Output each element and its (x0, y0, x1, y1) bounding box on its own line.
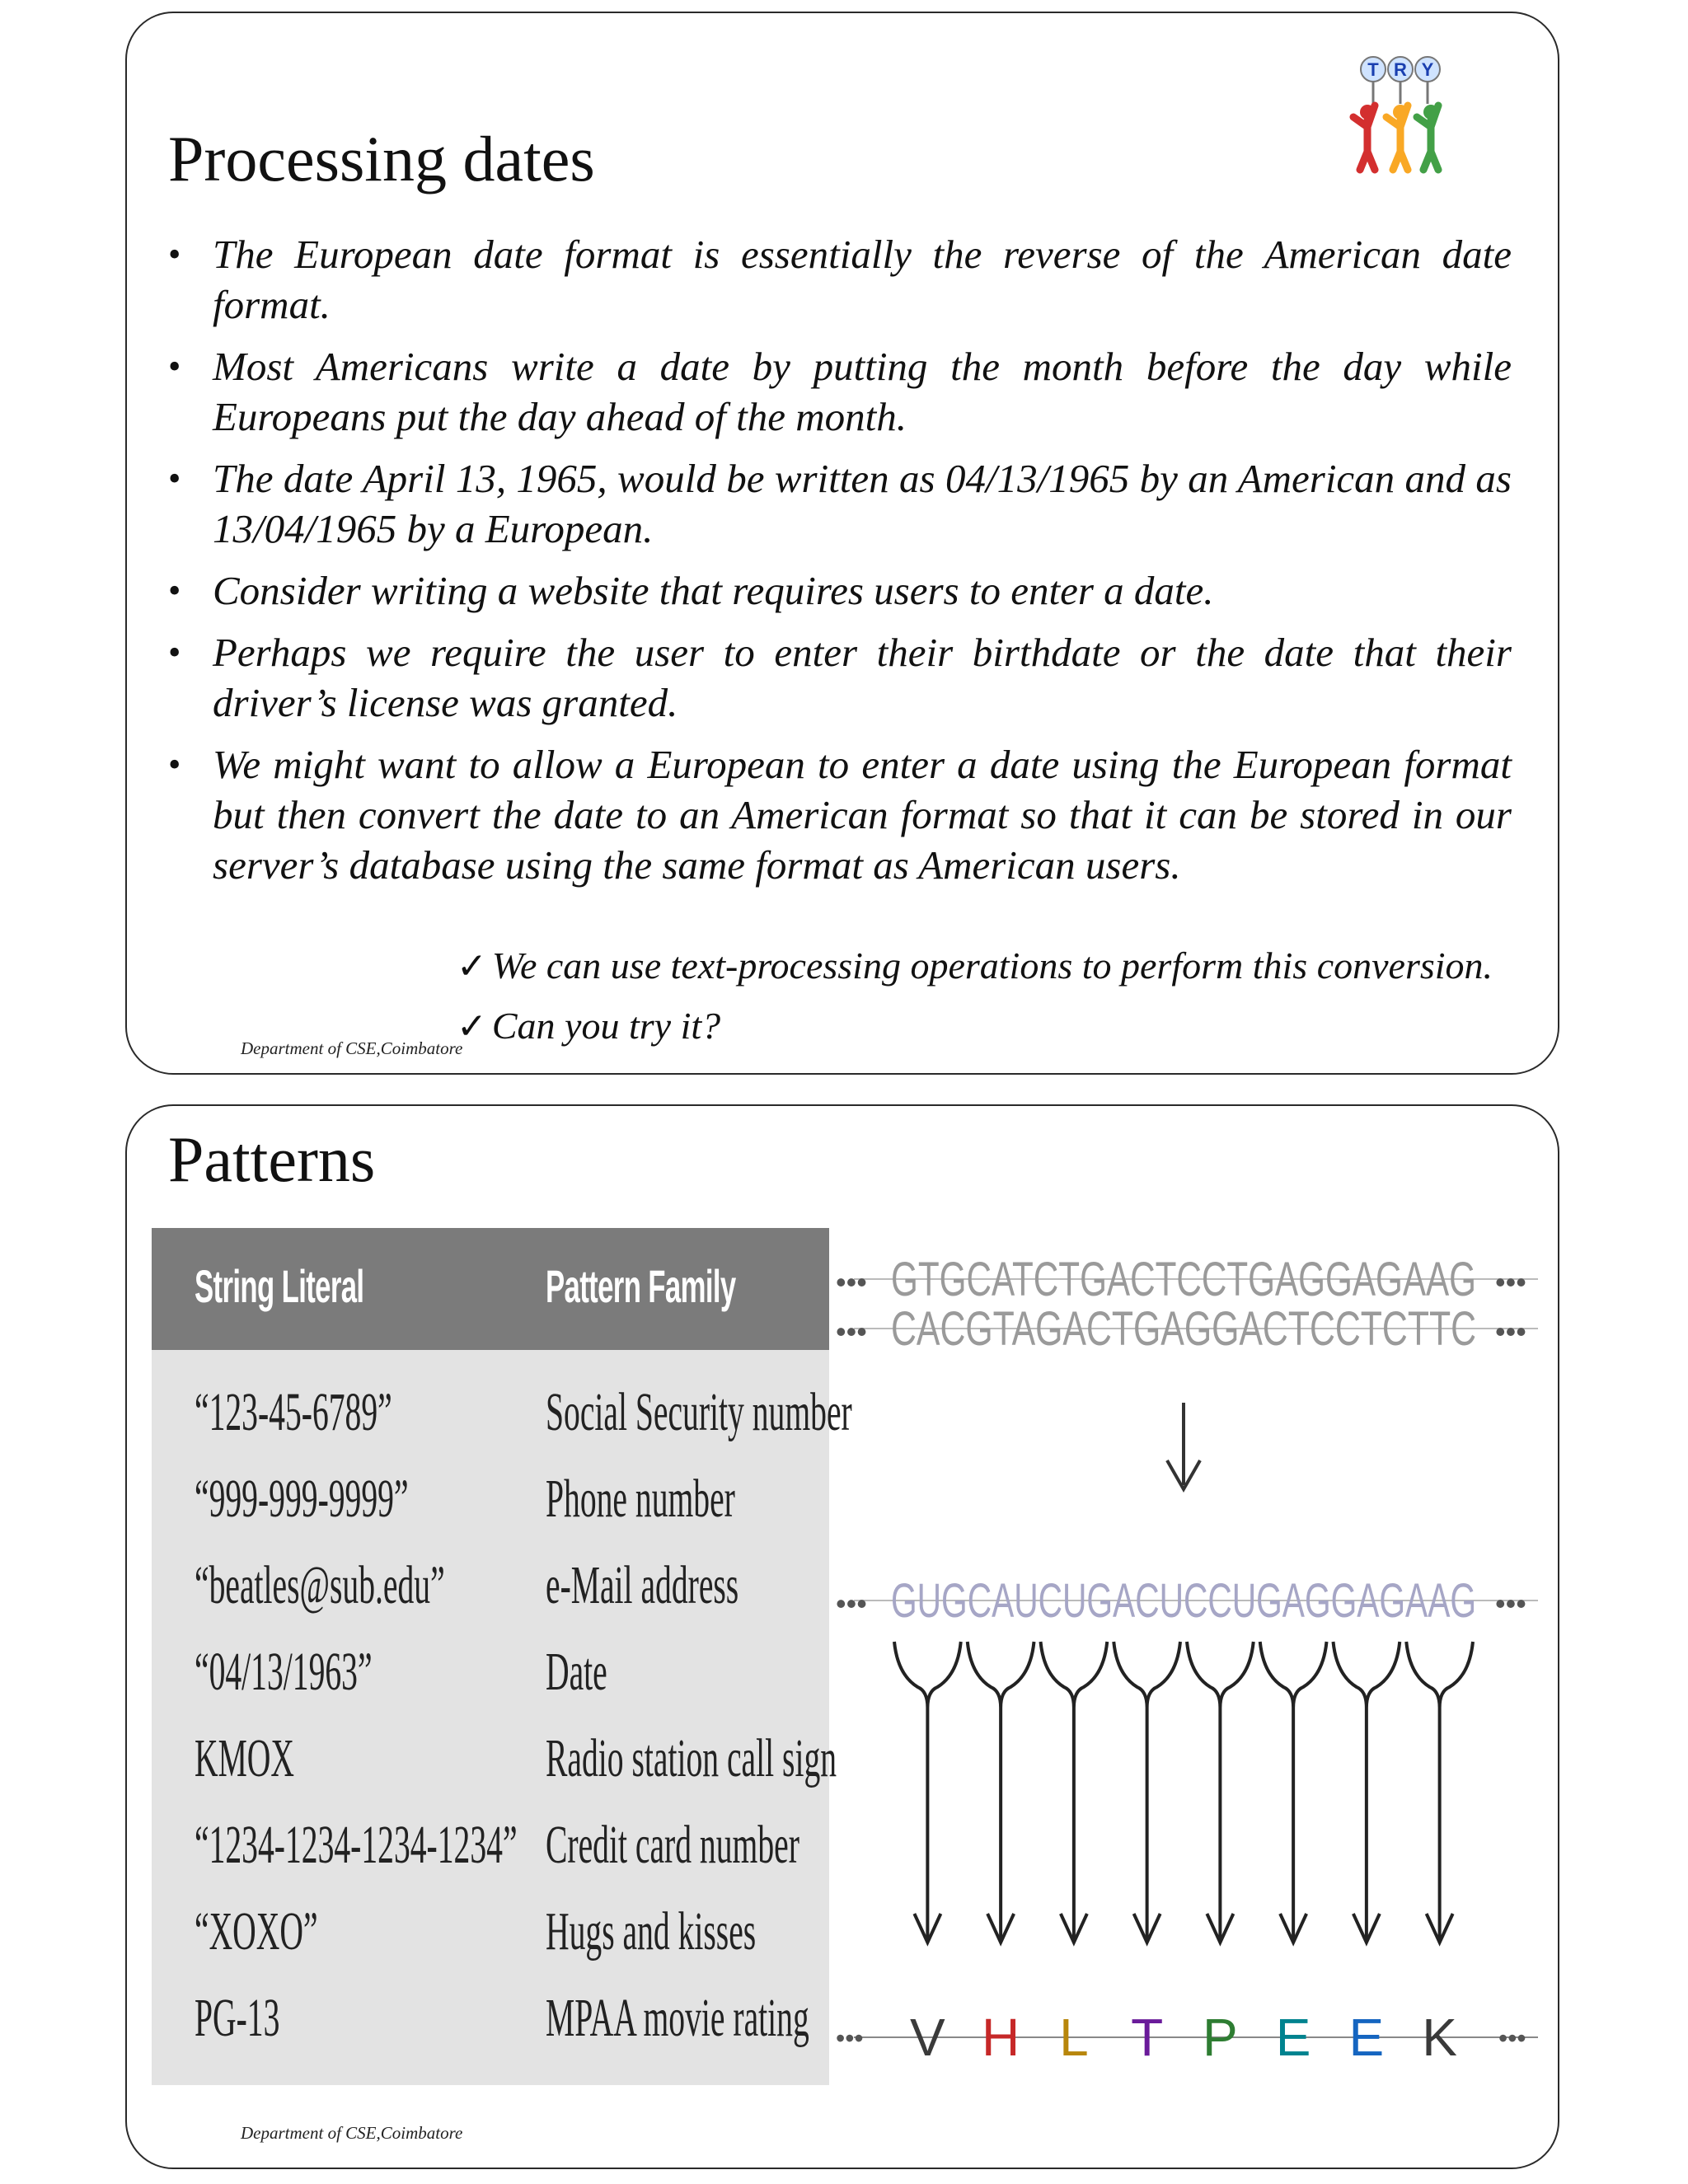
codon-brace (968, 1642, 1034, 1708)
codon-brace (1260, 1642, 1327, 1708)
table-cell-family: Phone number (546, 1469, 735, 1529)
bullet-item: • Consider writing a website that requires users to enter a date. (168, 565, 1512, 616)
table-row (152, 1460, 829, 1545)
logo-letter-y: Y (1421, 59, 1434, 80)
rna-left-dots: ••• (836, 1586, 867, 1620)
check-item-text: We can use text-processing operations to perform this conversion. (491, 944, 1493, 987)
table-row (152, 1546, 829, 1632)
protein-left-dots: ••• (836, 2023, 864, 2053)
slide-title: Patterns (168, 1123, 376, 1195)
check-item (457, 936, 1493, 996)
amino-acid-letter: T (1131, 2008, 1164, 2067)
table-cell-family: Social Security number (546, 1382, 852, 1442)
table-row (152, 1633, 829, 1718)
check-list (457, 936, 1493, 1057)
slide-processing-dates (125, 12, 1559, 1075)
table-cell-family: Credit card number (546, 1815, 799, 1875)
dna-strand-bottom: CACGTAGACTGAGGACTCCTCTTC (891, 1302, 1476, 1356)
try-people-logo-icon (1339, 46, 1462, 186)
bullet-item: • We might want to allow a European to enter a date using the European format but then convert the date to an American format so that it can be stored in our server’s database using the same format as American users. (168, 739, 1512, 890)
amino-acid-letter: E (1275, 2008, 1311, 2067)
amino-acid-letter: V (910, 2008, 945, 2067)
table-cell-literal: “04/13/1963” (195, 1642, 373, 1702)
table-cell-family: Hugs and kisses (546, 1901, 757, 1961)
check-icon: ✓ (457, 1005, 487, 1047)
amino-acid-letter: K (1422, 2008, 1457, 2067)
codon-brace (1041, 1642, 1108, 1708)
table-header (152, 1228, 829, 1350)
bullet-item: • The date April 13, 1965, would be written as 04/13/1965 by an American and as 13/04/1965 by a European. (168, 453, 1512, 554)
bullet-item: • The European date format is essentially the reverse of the American date format. (168, 229, 1512, 330)
table-header-pattern-family: Pattern Family (546, 1260, 736, 1312)
amino-acid-letter: L (1059, 2008, 1089, 2067)
table-cell-literal: PG-13 (195, 1988, 280, 2048)
rna-right-dots: ••• (1495, 1586, 1526, 1620)
dna-translation-diagram (829, 1213, 1554, 2103)
table-row (152, 1892, 829, 1978)
codon-brace (1114, 1642, 1180, 1708)
amino-acid-letter: P (1203, 2008, 1238, 2067)
slide-patterns (125, 1104, 1559, 2169)
check-item-text: Can you try it? (491, 1005, 721, 1047)
table-row (152, 1373, 852, 1459)
codon-brace (894, 1642, 961, 1708)
strand1-left-dots: ••• (836, 1265, 867, 1299)
strand2-left-dots: ••• (836, 1315, 867, 1348)
strand1-right-dots: ••• (1495, 1265, 1526, 1299)
table-cell-literal: “beatles@sub.edu” (195, 1555, 445, 1615)
table-cell-family: Date (546, 1642, 607, 1702)
table-cell-literal: “XOXO” (195, 1901, 318, 1961)
amino-acid-letter: H (982, 2008, 1020, 2067)
down-arrow-icon (1167, 1403, 1200, 1489)
table-cell-literal: KMOX (195, 1728, 295, 1788)
codon-arrows (894, 1642, 1473, 1943)
slide-footer: Department of CSE,Coimbatore (241, 2123, 463, 2143)
table-cell-literal: “999-999-9999” (195, 1469, 409, 1529)
table-cell-family: MPAA movie rating (546, 1988, 809, 2048)
strand2-right-dots: ••• (1495, 1315, 1526, 1348)
table-row (152, 1806, 829, 1891)
slide-title: Processing dates (168, 123, 595, 194)
bullet-item: • Most Americans write a date by putting the month before the day while Europeans put the day ahead of the month. (168, 341, 1512, 442)
pattern-table (152, 1228, 852, 2085)
codon-brace (1187, 1642, 1254, 1708)
rna-strand: GUGCAUCUGACUCCUGAGGAGAAG (891, 1574, 1476, 1628)
amino-acid-letter: E (1348, 2008, 1385, 2067)
check-icon: ✓ (457, 945, 487, 987)
table-cell-family: Radio station call sign (546, 1728, 837, 1788)
table-header-string-literal: String Literal (195, 1260, 364, 1312)
protein-right-dots: ••• (1498, 2023, 1526, 2053)
table-cell-literal: “123-45-6789” (195, 1382, 392, 1442)
check-item (457, 996, 1493, 1057)
slide-footer: Department of CSE,Coimbatore (241, 1038, 463, 1058)
table-cell-literal: “1234-1234-1234-1234” (195, 1815, 518, 1875)
logo-letter-t: T (1367, 59, 1379, 80)
logo-letter-r: R (1394, 59, 1407, 80)
codon-brace (1406, 1642, 1473, 1708)
table-cell-family: e-Mail address (546, 1555, 739, 1615)
bullet-item: • Perhaps we require the user to enter their birthdate or the date that their driver’s license was granted. (168, 627, 1512, 728)
table-row (152, 1719, 837, 1805)
table-row (152, 1979, 829, 2064)
bullet-list (168, 229, 1512, 902)
codon-brace (1334, 1642, 1400, 1708)
dna-strand-top: GTGCATCTGACTCCTGAGGAGAAG (891, 1253, 1476, 1306)
